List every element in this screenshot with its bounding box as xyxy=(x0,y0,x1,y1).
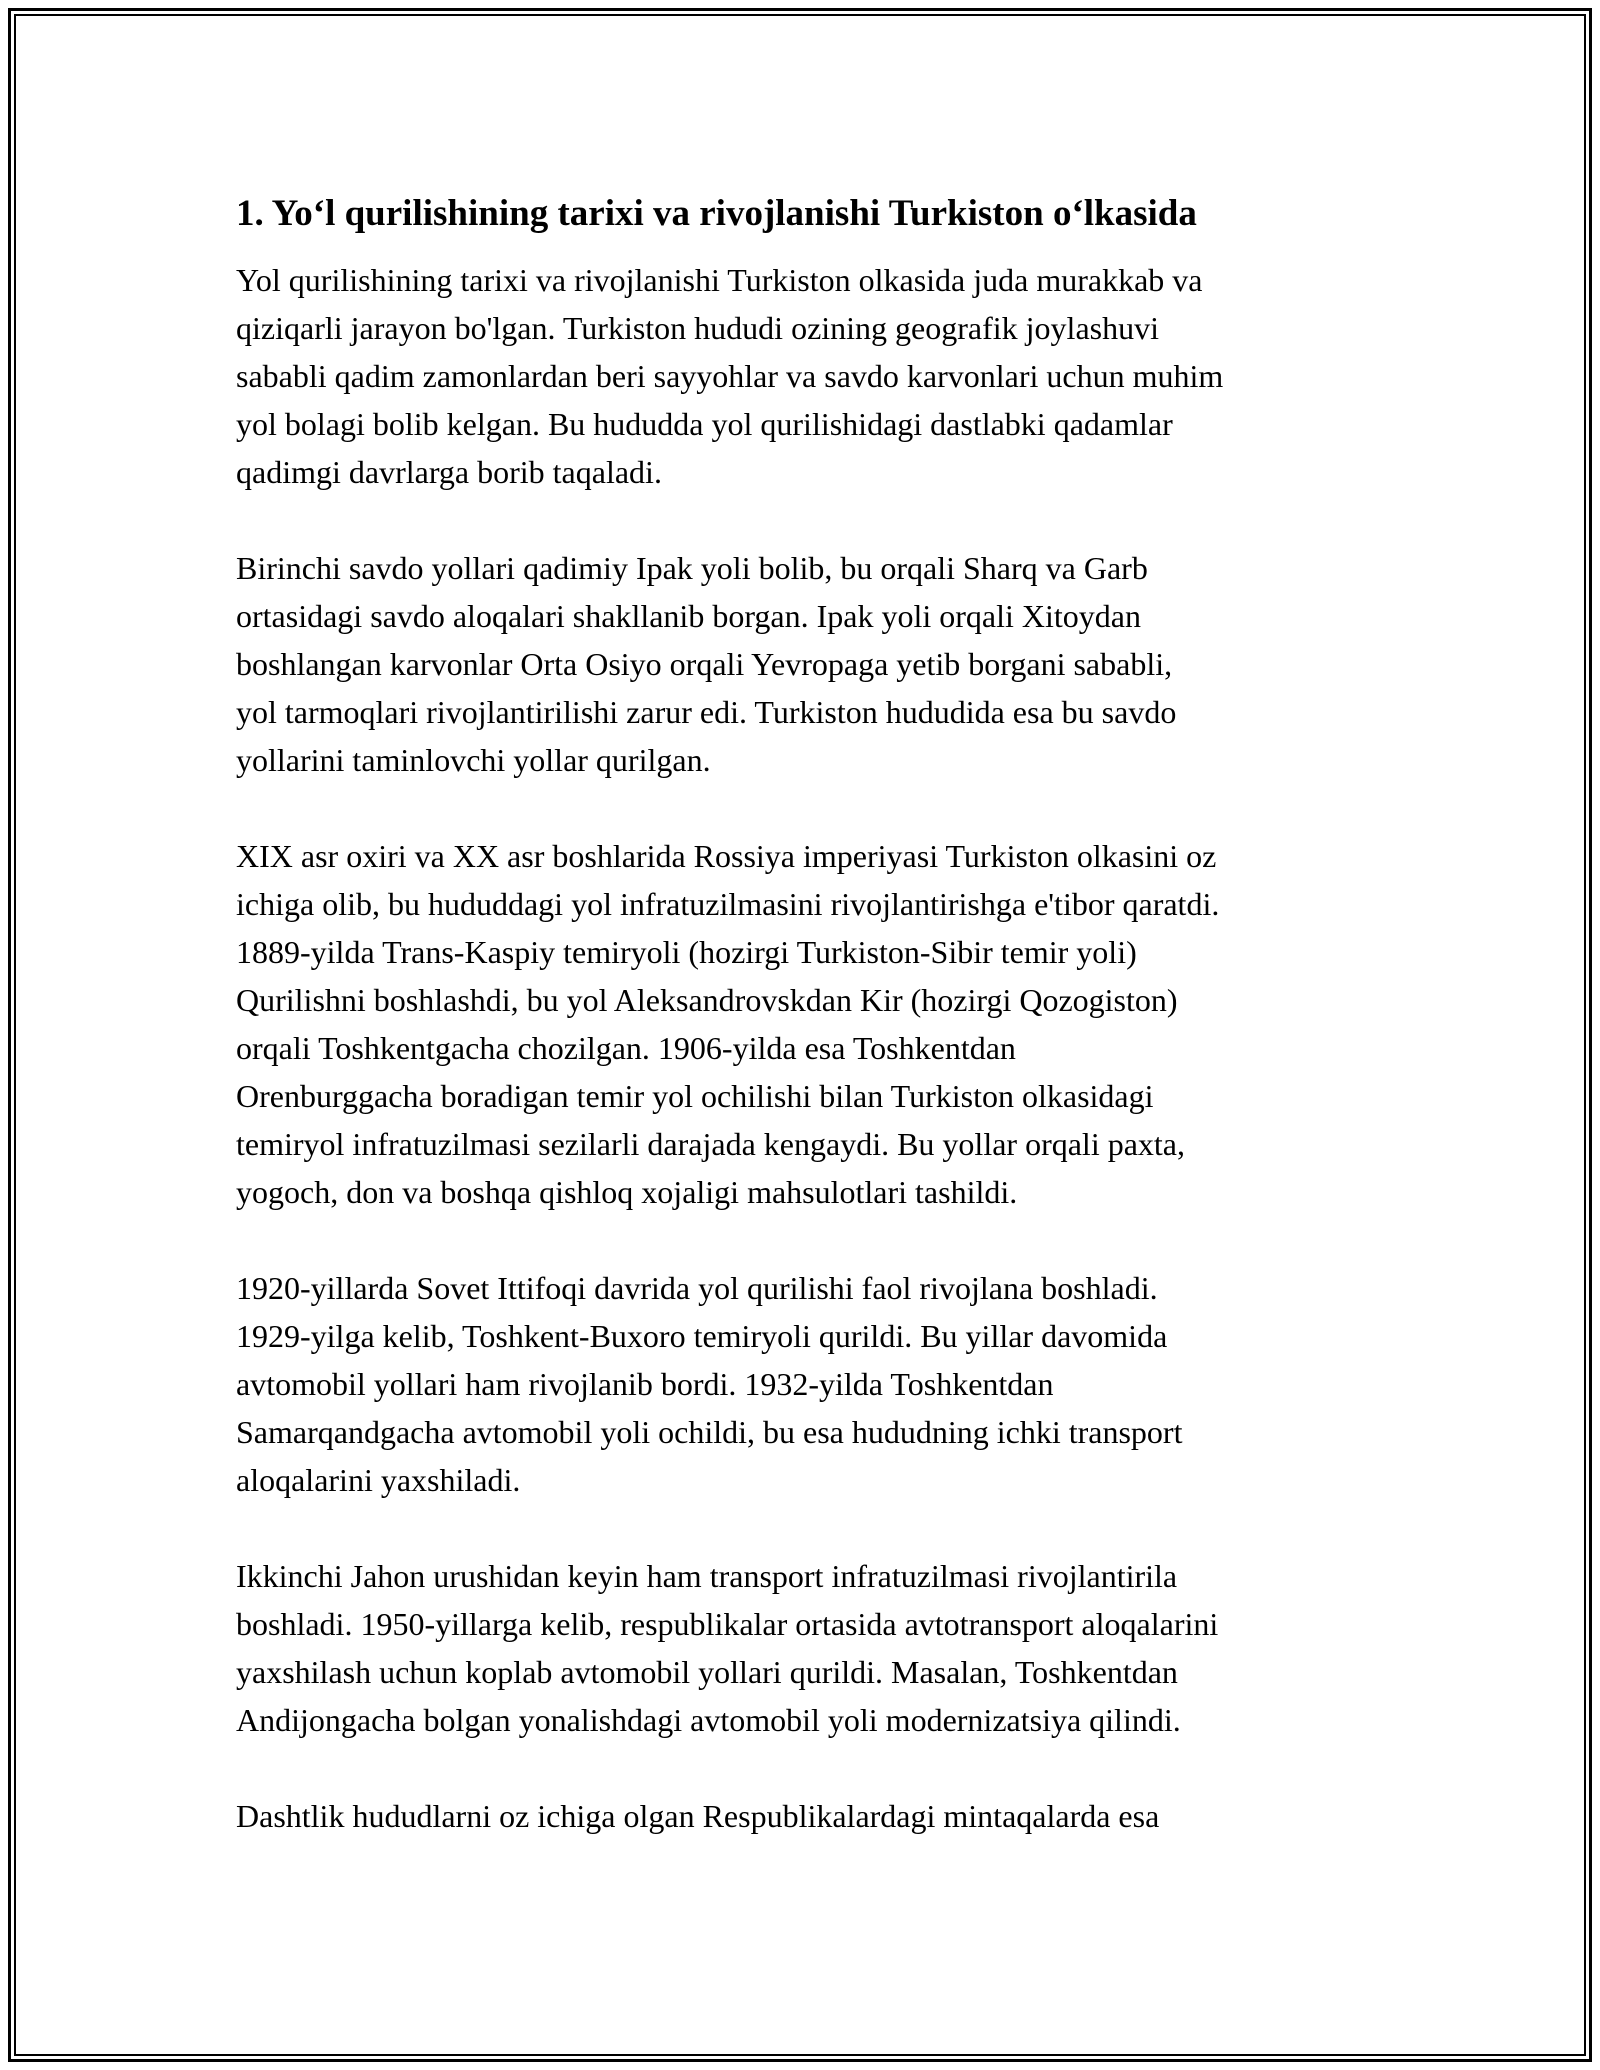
text-line: boshladi. 1950-yillarga kelib, respublikalar ortasida avtotransport aloqalarini xyxy=(236,1606,1219,1642)
text-line: orqali Toshkentgacha chozilgan. 1906-yilda esa Toshkentdan xyxy=(236,1030,1016,1066)
text-line: yogoch, don va boshqa qishloq xojaligi mahsulotlari tashildi. xyxy=(236,1174,1018,1210)
paragraph-6 xyxy=(236,1792,1386,1840)
document-body xyxy=(236,186,1386,1888)
text-line: Ikkinchi Jahon urushidan keyin ham transport infratuzilmasi rivojlantirila xyxy=(236,1558,1178,1594)
text-line: yollarini taminlovchi yollar qurilgan. xyxy=(236,742,711,778)
text-line: yaxshilash uchun koplab avtomobil yollari qurildi. Masalan, Toshkentdan xyxy=(236,1654,1178,1690)
text-line: Yol qurilishining tarixi va rivojlanishi Turkiston olkasida juda murakkab va xyxy=(236,262,1203,298)
text-line: Birinchi savdo yollari qadimiy Ipak yoli bolib, bu orqali Sharq va Garb xyxy=(236,550,1148,586)
text-line: boshlangan karvonlar Orta Osiyo orqali Yevropaga yetib borgani sababli, xyxy=(236,646,1173,682)
paragraph-3 xyxy=(236,832,1386,1216)
paragraph-5 xyxy=(236,1552,1386,1744)
text-line: Andijongacha bolgan yonalishdagi avtomobil yoli modernizatsiya qilindi. xyxy=(236,1702,1181,1738)
text-line: XIX asr oxiri va XX asr boshlarida Rossiya imperiyasi Turkiston olkasini oz xyxy=(236,838,1217,874)
text-line: temiryol infratuzilmasi sezilarli darajada kengaydi. Bu yollar orqali paxta, xyxy=(236,1126,1185,1162)
text-line: aloqalarini yaxshiladi. xyxy=(236,1462,521,1498)
text-line: Samarqandgacha avtomobil yoli ochildi, bu esa hududning ichki transport xyxy=(236,1414,1183,1450)
text-line: qiziqarli jarayon bo'lgan. Turkiston hududi ozining geografik joylashuvi xyxy=(236,310,1159,346)
text-line: sababli qadim zamonlardan beri sayyohlar va savdo karvonlari uchun muhim xyxy=(236,358,1224,394)
text-line: yol bolagi bolib kelgan. Bu hududda yol qurilishidagi dastlabki qadamlar xyxy=(236,406,1173,442)
text-line: 1920-yillarda Sovet Ittifoqi davrida yol qurilishi faol rivojlana boshladi. xyxy=(236,1270,1158,1306)
text-line: avtomobil yollari ham rivojlanib bordi. 1932-yilda Toshkentdan xyxy=(236,1366,1054,1402)
text-line: yol tarmoqlari rivojlantirilishi zarur edi. Turkiston hududida esa bu savdo xyxy=(236,694,1177,730)
text-line: Qurilishni boshlashdi, bu yol Aleksandrovskdan Kir (hozirgi Qozogiston) xyxy=(236,982,1178,1018)
section-heading: 1. Yo‘l qurilishining tarixi va rivojlanishi Turkiston o‘lkasida xyxy=(236,193,1197,234)
paragraph-1 xyxy=(236,256,1386,496)
text-line: Orenburggacha boradigan temir yol ochilishi bilan Turkiston olkasidagi xyxy=(236,1078,1154,1114)
text-line: Dashtlik hududlarni oz ichiga olgan Respublikalardagi mintaqalarda esa xyxy=(236,1798,1160,1834)
paragraph-2 xyxy=(236,544,1386,784)
paragraph-4 xyxy=(236,1264,1386,1504)
text-line: 1929-yilga kelib, Toshkent-Buxoro temiryoli qurildi. Bu yillar davomida xyxy=(236,1318,1168,1354)
text-line: ichiga olib, bu hududdagi yol infratuzilmasini rivojlantirishga e'tibor qaratdi. xyxy=(236,886,1220,922)
text-line: ortasidagi savdo aloqalari shakllanib borgan. Ipak yoli orqali Xitoydan xyxy=(236,598,1141,634)
text-line: 1889-yilda Trans-Kaspiy temiryoli (hozirgi Turkiston-Sibir temir yoli) xyxy=(236,934,1137,970)
text-line: qadimgi davrlarga borib taqaladi. xyxy=(236,454,662,490)
